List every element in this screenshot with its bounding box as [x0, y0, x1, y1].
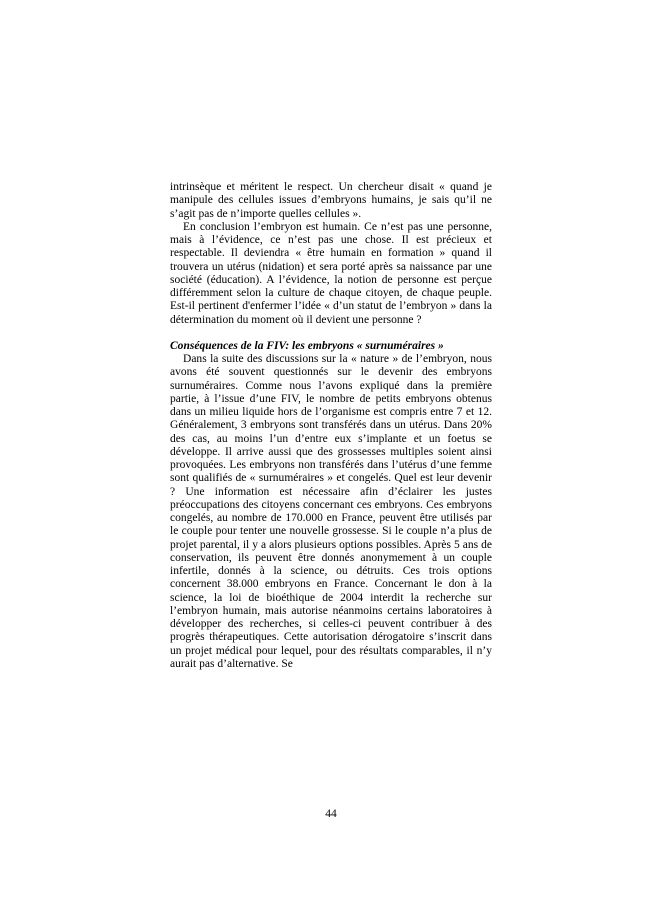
paragraph-conclusion: En conclusion l’embryon est humain. Ce n’est pas une personne, mais à l’évidence, ce n’est pas une chose. Il est précieux et respectable. Il deviendra « être humain en formation » quand il trouvera un utérus (nidation) et sera porté après sa naissance par une société (éducation). A l’évidence, la notion de personne est perçue différemment selon la culture de chaque citoyen, de chaque peuple. Est-il pertinent d'enfermer l’idée « d’un statut de l’embryon » dans la détermination du moment où il devient une personne ? — [170, 220, 492, 326]
paragraph-continuation: intrinsèque et méritent le respect. Un chercheur disait « quand je manipule des cellules issues d’embryons humains, je sais qu’il ne s’agit pas de n’importe quelles cellules ». — [170, 181, 492, 220]
paragraph-fiv-surnumeraires: Dans la suite des discussions sur la « nature » de l’embryon, nous avons été souvent questionnés sur le devenir des embryons surnuméraires. Comme nous l’avons expliqué dans la première partie, à l’issue d’une FIV, le nombre de petits embryons obtenus dans un milieu liquide hors de l’organisme est compris entre 7 et 12. Généralement, 3 embryons sont transférés dans un utérus. Dans 20% des cas, au moins l’un d’entre eux s’implante et un foetus se développe. Il arrive aussi que des grossesses multiples soient ainsi provoquées. Les embryons non transférés dans l’utérus d’une femme sont qualifiés de « surnuméraires » et congelés. Quel est leur devenir ? Une information est nécessaire afin d’éclairer les justes préoccupations des citoyens concernant ces embryons. Ces embryons congelés, au nombre de 170.000 en France, peuvent être utilisés par le couple pour tenter une nouvelle grossesse. Si le couple n’a plus de projet parental, il y a alors plusieurs options possibles. Après 5 ans de conservation, ils peuvent être donnés anonymement à un couple infertile, donnés à la science, ou détruits. Ces trois options concernent 38.000 embryons en France. Concernant le don à la science, la loi de bioéthique de 2004 interdit la recherche sur l’embryon humain, mais autorise néanmoins certains laboratoires à développer des recherches, si celles-ci peuvent contribuer à des progrès thérapeutiques. Cette autorisation dérogatoire s’inscrit dans un projet médical pour lequel, pour des résultats comparables, il n’y aurait pas d’alternative. Se — [170, 353, 492, 670]
text-column — [170, 181, 492, 671]
page-number: 44 — [325, 808, 337, 820]
section-heading: Conséquences de la FIV: les embryons « surnuméraires » — [170, 339, 444, 352]
